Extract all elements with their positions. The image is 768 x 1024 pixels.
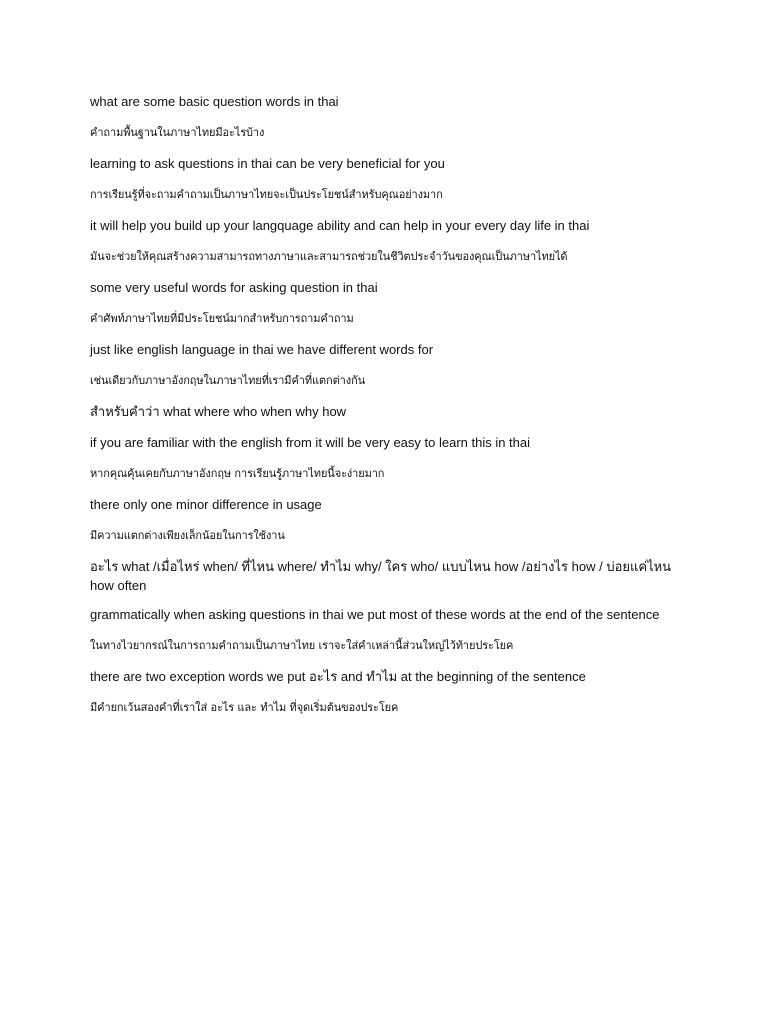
- thai-text-line: มีความแตกต่างเพียงเล็กน้อยในการใช้งาน: [90, 529, 285, 542]
- thai-text-line: ในทางไวยากรณ์ในการถามคำถามเป็นภาษาไทย เราจะใส่คำเหล่านี้ส่วนใหญ่ไว้ท้ายประโยค: [90, 639, 514, 652]
- text-line: there only one minor difference in usage: [90, 497, 322, 512]
- document-body: [90, 92, 690, 729]
- text-line: if you are familiar with the english from it will be very easy to learn this in thai: [90, 435, 531, 450]
- text-line: grammatically when asking questions in thai we put most of these words at the end of the sentence: [90, 607, 660, 622]
- text-line: what are some basic question words in thai: [90, 94, 339, 109]
- text-line: there are two exception words we put อะไร and ทำไม at the beginning of the sentence: [90, 669, 586, 684]
- text-line: some very useful words for asking question in thai: [90, 280, 378, 295]
- thai-text-line: คำถามพื้นฐานในภาษาไทยมีอะไรบ้าง: [90, 126, 265, 139]
- thai-text-line: เช่นเดียวกับภาษาอังกฤษในภาษาไทยที่เรามีคำที่แตกต่างกัน: [90, 374, 365, 387]
- thai-text-line: คำศัพท์ภาษาไทยที่มีประโยชน์มากสำหรับการถามคำถาม: [90, 312, 354, 325]
- question-words-line: อะไร what /เมื่อไหร่ when/ ที่ไหน where/ ทำไม why/ ใคร who/ แบบไหน how /อย่างไร how / บ่อยแค่ไหน how often: [90, 559, 672, 593]
- text-line: just like english language in thai we have different words for: [90, 342, 434, 357]
- thai-text-line: มีคำยกเว้นสองคำที่เราใส่ อะไร และ ทำไม ที่จุดเริ่มต้นของประโยค: [90, 701, 399, 714]
- text-line: it will help you build up your langquage ability and can help in your every day life in thai: [90, 218, 590, 233]
- thai-text-line: มันจะช่วยให้คุณสร้างความสามารถทางภาษาและสามารถช่วยในชีวิตประจำวันของคุณเป็นภาษาไทยได้: [90, 250, 568, 263]
- thai-text-line: การเรียนรู้ที่จะถามคำถามเป็นภาษาไทยจะเป็นประโยชน์สำหรับคุณอย่างมาก: [90, 188, 443, 201]
- text-line: learning to ask questions in thai can be very beneficial for you: [90, 156, 445, 171]
- text-line: สำหรับคำว่า what where who when why how: [90, 404, 347, 419]
- thai-text-line: หากคุณคุ้นเคยกับภาษาอังกฤษ การเรียนรู้ภาษาไทยนี้จะง่ายมาก: [90, 467, 385, 480]
